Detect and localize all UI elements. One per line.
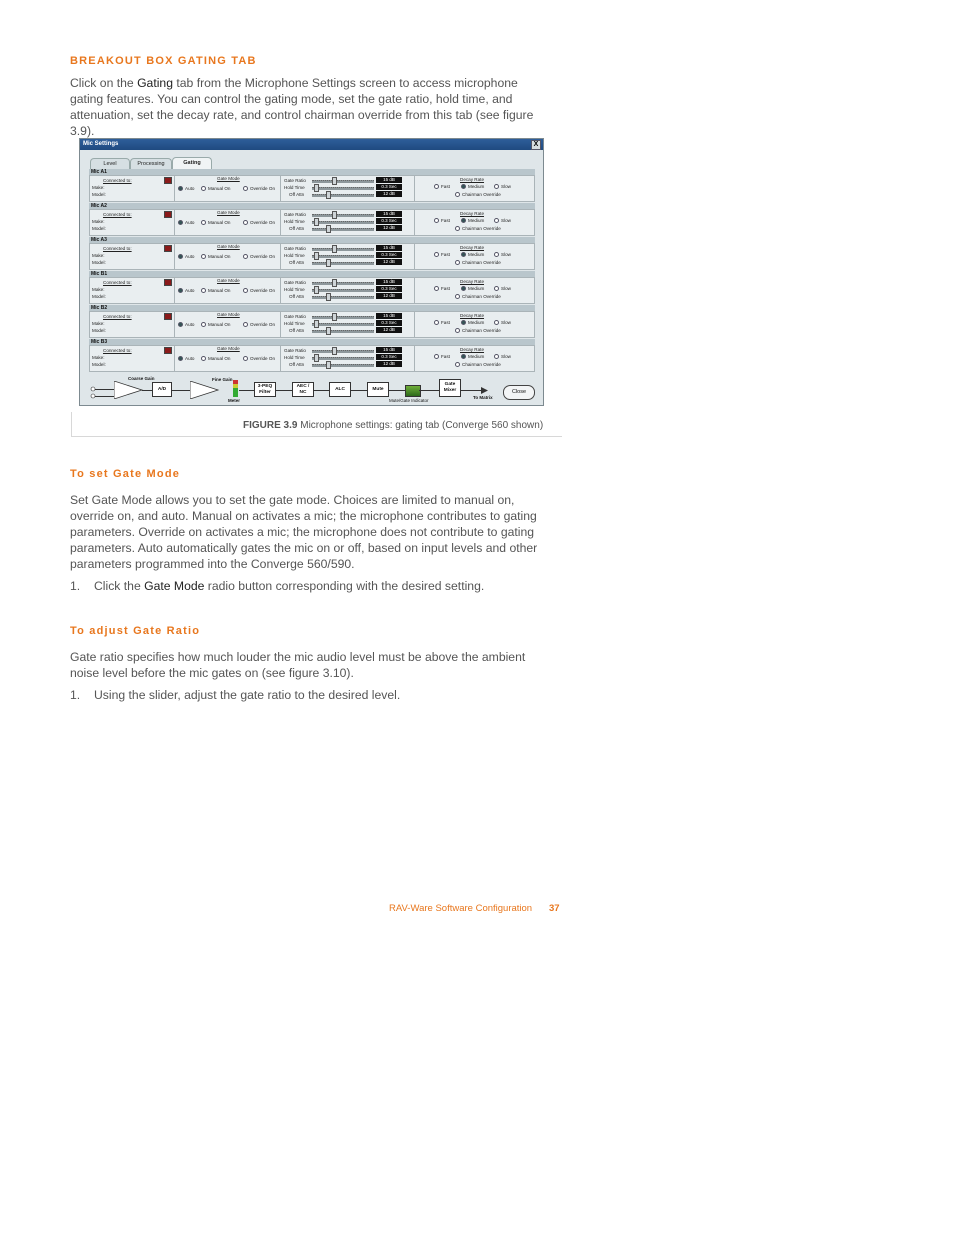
decay-fast-radio[interactable] [434,320,439,325]
manual-on-label: Manual On [208,288,231,293]
gate-ratio-step [70,688,400,702]
gate-mode-cell [174,278,281,303]
off-attn-slider[interactable] [312,228,374,231]
gate-mode-label: Gate Mode [217,244,240,249]
gate-ratio-slider[interactable] [312,282,374,285]
chairman-override-label: Chairman Override [462,294,501,299]
tab-processing[interactable]: Processing [130,158,172,169]
mic-row [89,169,535,203]
gate-ratio-slider-knob[interactable] [332,279,337,287]
mic-name: Mic A3 [89,237,535,243]
gate-mode-manual-radio[interactable] [201,356,206,361]
footer-text: RAV-Ware Software Configuration [389,903,533,914]
gate-mode-manual-radio[interactable] [201,322,206,327]
off-attn-slider[interactable] [312,194,374,197]
hold-time-slider-knob[interactable] [314,286,319,294]
chairman-override-radio[interactable] [455,226,460,231]
gate-ratio-slider-knob[interactable] [332,211,337,219]
chairman-override-radio[interactable] [455,192,460,197]
fast-label: Fast [441,354,450,359]
medium-label: Medium [468,354,485,359]
intro-after: tab from the Microphone Settings screen to access microphone gating features. You can control the gating mode, set the gate ratio, hold time, and attenuation, set the decay rate, and control chairman override from this tab (see figure 3.9). [70,76,534,138]
decay-fast-radio[interactable] [434,354,439,359]
decay-fast-radio[interactable] [434,286,439,291]
mic-body [89,209,535,236]
auto-label: Auto [185,322,195,327]
gate-params-cell [280,176,415,201]
step-after: radio button corresponding with the desired setting. [204,579,485,593]
gate-mode-cell [174,244,281,269]
fast-label: Fast [441,184,450,189]
section-title: BREAKOUT BOX GATING TAB [70,55,257,67]
connected-to-label: Connected to: [103,348,132,353]
tab-gating[interactable]: Gating [172,157,212,169]
gate-ratio-label: Gate Ratio [284,280,306,285]
meter-icon [233,380,239,398]
override-on-label: Override On [250,254,276,259]
make-label: Make: [92,219,105,224]
decay-rate-label: Decay Rate [460,177,485,182]
gate-mode-label: Gate Mode [217,346,240,351]
step-number: 1. [70,579,81,593]
gate-params-cell [280,346,415,371]
gate-mixer-block: Gate Mixer [439,379,461,397]
peq-filter-block: 3-PEQ Filter [254,382,276,397]
step-text: Using the slider, adjust the gate ratio to the desired level. [94,688,401,702]
mic-name: Mic A1 [89,169,535,175]
connection-led-icon [164,211,172,218]
mute-gate-indicator-label: Mute/Gate Indicator [389,398,429,403]
meter-label: Meter [228,398,241,403]
connection-led-icon [164,279,172,286]
make-label: Make: [92,185,105,190]
mic-row [89,237,535,271]
gate-ratio-value: 15 dB [376,313,402,319]
off-attn-value: 12 dB [376,293,402,299]
off-attn-slider-knob[interactable] [326,327,331,335]
hold-time-value: 0.3 Sec [376,252,402,258]
slow-label: Slow [501,218,511,223]
decay-rate-label: Decay Rate [460,279,485,284]
fast-label: Fast [441,252,450,257]
chairman-override-radio[interactable] [455,294,460,299]
fast-label: Fast [441,320,450,325]
input-jack-icon [90,386,96,400]
hold-time-value: 0.3 Sec [376,286,402,292]
override-on-label: Override On [250,356,276,361]
off-attn-value: 12 dB [376,327,402,333]
override-on-label: Override On [250,322,276,327]
hold-time-slider[interactable] [312,357,374,360]
gate-ratio-slider[interactable] [312,316,374,319]
arrow-right-icon [481,387,489,394]
gate-mode-manual-radio[interactable] [201,254,206,259]
gate-ratio-slider-knob[interactable] [332,177,337,185]
gate-mode-auto-radio[interactable] [178,288,183,293]
decay-rate-label: Decay Rate [460,347,485,352]
connection-led-icon [164,245,172,252]
chairman-override-radio[interactable] [455,260,460,265]
off-attn-slider-knob[interactable] [326,361,331,369]
hold-time-slider-knob[interactable] [314,184,319,192]
gate-ratio-value: 15 dB [376,279,402,285]
step-ui-term: Gate Mode [144,579,205,593]
decay-fast-radio[interactable] [434,184,439,189]
decay-cell [414,278,534,303]
connected-to-label: Connected to: [103,212,132,217]
decay-cell [414,210,534,235]
manual-on-label: Manual On [208,356,231,361]
off-attn-slider[interactable] [312,296,374,299]
mic-body [89,311,535,338]
hold-time-slider-knob[interactable] [314,218,319,226]
decay-slow-radio[interactable] [494,184,499,189]
mic-body [89,277,535,304]
override-on-label: Override On [250,220,276,225]
hold-time-value: 0.3 Sec [376,320,402,326]
gate-mode-manual-radio[interactable] [201,288,206,293]
window-close-icon[interactable]: X [531,140,541,150]
auto-label: Auto [185,186,195,191]
gate-ratio-label: Gate Ratio [284,314,306,319]
connection-led-icon [164,313,172,320]
gate-mode-label: Gate Mode [217,176,240,181]
decay-rate-label: Decay Rate [460,313,485,318]
mic-name: Mic B2 [89,305,535,311]
mic-row [89,271,535,305]
window-titlebar [80,139,543,150]
intro-before: Click on the [70,76,138,90]
decay-slow-radio[interactable] [494,320,499,325]
chairman-override-radio[interactable] [455,328,460,333]
decay-cell [414,176,534,201]
tab-level[interactable]: Level [90,158,130,169]
auto-label: Auto [185,220,195,225]
slow-label: Slow [501,184,511,189]
model-label: Model: [92,362,106,367]
page-number: 37 [549,903,560,914]
off-attn-slider-knob[interactable] [326,293,331,301]
gate-mode-override-radio[interactable] [243,288,248,293]
gate-mode-paragraph: Set Gate Mode allows you to set the gate mode. Choices are limited to manual on, override on, and auto. Manual on activates a mic; the microphone contributes to gating parameters. Override on activates a mic; the microphone does not contribute to gating parameters. Auto automatically gates the mic on or off, based on input levels and other parameters programmed into the Converge 560/590. [70,493,538,571]
manual-on-label: Manual On [208,254,231,259]
off-attn-slider-knob[interactable] [326,259,331,267]
gate-params-cell [280,312,415,337]
slow-label: Slow [501,354,511,359]
slow-label: Slow [501,286,511,291]
coarse-gain-label: Coarse Gain [128,376,155,381]
gate-ratio-paragraph: Gate ratio specifies how much louder the mic audio level must be above the ambient noise level before the mic gates on (see figure 3.10). [70,650,526,680]
connection-cell [90,244,175,269]
medium-label: Medium [468,320,485,325]
gate-ratio-label: Gate Ratio [284,212,306,217]
gate-mode-override-radio[interactable] [243,220,248,225]
hold-time-value: 0.3 Sec [376,184,402,190]
gate-mode-step [70,579,484,593]
fine-gain-amp-icon [190,381,220,399]
off-attn-label: Off Attn [289,192,305,197]
figure-caption-text: Microphone settings: gating tab (Converge 560 shown) [297,420,544,431]
gate-ratio-slider-knob[interactable] [332,313,337,321]
decay-rate-label: Decay Rate [460,245,485,250]
gate-ratio-slider[interactable] [312,214,374,217]
hold-time-slider[interactable] [312,255,374,258]
gate-ratio-heading: To adjust Gate Ratio [70,625,201,637]
manual-on-label: Manual On [208,322,231,327]
gate-ratio-slider[interactable] [312,350,374,353]
gate-mode-auto-radio[interactable] [178,322,183,327]
decay-medium-radio[interactable] [461,184,466,189]
gate-params-cell [280,244,415,269]
gate-mode-label: Gate Mode [217,210,240,215]
close-button[interactable]: Close [503,385,535,400]
chairman-override-label: Chairman Override [462,192,501,197]
decay-cell [414,244,534,269]
mic-body [89,175,535,202]
off-attn-label: Off Attn [289,226,305,231]
make-label: Make: [92,355,105,360]
off-attn-value: 12 dB [376,191,402,197]
connection-cell [90,278,175,303]
gate-params-cell [280,278,415,303]
fast-label: Fast [441,218,450,223]
hold-time-label: Hold Time [284,253,305,258]
hold-time-label: Hold Time [284,287,305,292]
mic-name: Mic B1 [89,271,535,277]
hold-time-label: Hold Time [284,321,305,326]
mute-block[interactable]: Mute [367,382,389,397]
off-attn-slider[interactable] [312,330,374,333]
gate-mode-override-radio[interactable] [243,322,248,327]
gate-mode-auto-radio[interactable] [178,186,183,191]
chairman-override-label: Chairman Override [462,226,501,231]
gate-mode-label: Gate Mode [217,278,240,283]
gate-ratio-slider[interactable] [312,180,374,183]
off-attn-slider-knob[interactable] [326,225,331,233]
off-attn-label: Off Attn [289,328,305,333]
connected-to-label: Connected to: [103,314,132,319]
gate-ratio-value: 15 dB [376,245,402,251]
connection-led-icon [164,177,172,184]
decay-medium-radio[interactable] [461,252,466,257]
chairman-override-label: Chairman Override [462,362,501,367]
gate-ratio-label: Gate Ratio [284,246,306,251]
window-title: Mic Settings [83,141,119,147]
hold-time-slider-knob[interactable] [314,354,319,362]
hold-time-slider[interactable] [312,221,374,224]
decay-fast-radio[interactable] [434,252,439,257]
off-attn-slider[interactable] [312,262,374,265]
hold-time-value: 0.3 Sec [376,354,402,360]
gate-mode-manual-radio[interactable] [201,220,206,225]
intro-ui-term: Gating [137,76,173,90]
connection-cell [90,346,175,371]
gate-mode-cell [174,210,281,235]
ad-block: A/D [152,382,172,397]
mic-row [89,305,535,339]
connection-cell [90,210,175,235]
coarse-gain-amp-icon [114,381,144,399]
decay-cell [414,346,534,371]
medium-label: Medium [468,286,485,291]
auto-label: Auto [185,356,195,361]
off-attn-label: Off Attn [289,294,305,299]
make-label: Make: [92,253,105,258]
gate-mode-cell [174,346,281,371]
gate-mode-label: Gate Mode [217,312,240,317]
off-attn-value: 12 dB [376,225,402,231]
gate-mode-cell [174,176,281,201]
mic-body [89,345,535,372]
mute-gate-indicator-icon [405,385,421,397]
to-matrix-label: To Matrix [473,395,493,400]
mic-row [89,339,535,373]
override-on-label: Override On [250,186,276,191]
signal-chain [88,375,537,403]
figure-caption [243,420,543,431]
decay-cell [414,312,534,337]
chairman-override-radio[interactable] [455,362,460,367]
hold-time-slider[interactable] [312,323,374,326]
gate-ratio-label: Gate Ratio [284,178,306,183]
off-attn-label: Off Attn [289,362,305,367]
model-label: Model: [92,328,106,333]
fine-gain-label: Fine Gain [212,377,233,382]
connected-to-label: Connected to: [103,280,132,285]
aec-nc-block: AEC / NC [292,382,314,397]
off-attn-value: 12 dB [376,361,402,367]
override-on-label: Override On [250,288,276,293]
mic-list [89,169,535,373]
gate-mode-override-radio[interactable] [243,186,248,191]
step-number: 1. [70,688,81,702]
hold-time-slider-knob[interactable] [314,252,319,260]
caption-rule [71,436,562,437]
medium-label: Medium [468,252,485,257]
gate-ratio-value: 15 dB [376,211,402,217]
slow-label: Slow [501,320,511,325]
hold-time-label: Hold Time [284,185,305,190]
make-label: Make: [92,321,105,326]
manual-on-label: Manual On [208,186,231,191]
hold-time-label: Hold Time [284,219,305,224]
decay-slow-radio[interactable] [494,218,499,223]
gate-ratio-slider[interactable] [312,248,374,251]
gate-ratio-value: 15 dB [376,347,402,353]
hold-time-label: Hold Time [284,355,305,360]
decay-slow-radio[interactable] [494,354,499,359]
auto-label: Auto [185,254,195,259]
off-attn-label: Off Attn [289,260,305,265]
gate-mode-override-radio[interactable] [243,356,248,361]
gate-mode-cell [174,312,281,337]
decay-medium-radio[interactable] [461,218,466,223]
decay-slow-radio[interactable] [494,286,499,291]
decay-medium-radio[interactable] [461,354,466,359]
gate-mode-auto-radio[interactable] [178,356,183,361]
slow-label: Slow [501,252,511,257]
hold-time-value: 0.3 Sec [376,218,402,224]
make-label: Make: [92,287,105,292]
gate-mode-heading: To set Gate Mode [70,468,181,480]
model-label: Model: [92,192,106,197]
gate-mode-manual-radio[interactable] [201,186,206,191]
chairman-override-label: Chairman Override [462,260,501,265]
hold-time-slider-knob[interactable] [314,320,319,328]
model-label: Model: [92,226,106,231]
connected-to-label: Connected to: [103,178,132,183]
step-before: Click the [94,579,145,593]
medium-label: Medium [468,218,485,223]
gate-params-cell [280,210,415,235]
off-attn-slider[interactable] [312,364,374,367]
connection-cell [90,312,175,337]
gate-ratio-value: 15 dB [376,177,402,183]
model-label: Model: [92,294,106,299]
alc-block: ALC [329,382,351,397]
model-label: Model: [92,260,106,265]
connection-cell [90,176,175,201]
mic-name: Mic B3 [89,339,535,345]
mic-settings-window [79,138,544,406]
medium-label: Medium [468,184,485,189]
fast-label: Fast [441,286,450,291]
intro-paragraph [70,75,550,139]
chairman-override-label: Chairman Override [462,328,501,333]
gate-mode-auto-radio[interactable] [178,254,183,259]
gate-ratio-slider-knob[interactable] [332,347,337,355]
caption-corner-rule [71,412,102,436]
decay-rate-label: Decay Rate [460,211,485,216]
gate-ratio-slider-knob[interactable] [332,245,337,253]
decay-fast-radio[interactable] [434,218,439,223]
decay-medium-radio[interactable] [461,286,466,291]
connection-led-icon [164,347,172,354]
gate-mode-auto-radio[interactable] [178,220,183,225]
off-attn-slider-knob[interactable] [326,191,331,199]
gate-mode-override-radio[interactable] [243,254,248,259]
mic-name: Mic A2 [89,203,535,209]
mic-row [89,203,535,237]
gate-ratio-label: Gate Ratio [284,348,306,353]
hold-time-slider[interactable] [312,187,374,190]
decay-medium-radio[interactable] [461,320,466,325]
auto-label: Auto [185,288,195,293]
off-attn-value: 12 dB [376,259,402,265]
manual-on-label: Manual On [208,220,231,225]
hold-time-slider[interactable] [312,289,374,292]
connected-to-label: Connected to: [103,246,132,251]
mic-body [89,243,535,270]
figure-label: FIGURE 3.9 [243,420,298,431]
decay-slow-radio[interactable] [494,252,499,257]
